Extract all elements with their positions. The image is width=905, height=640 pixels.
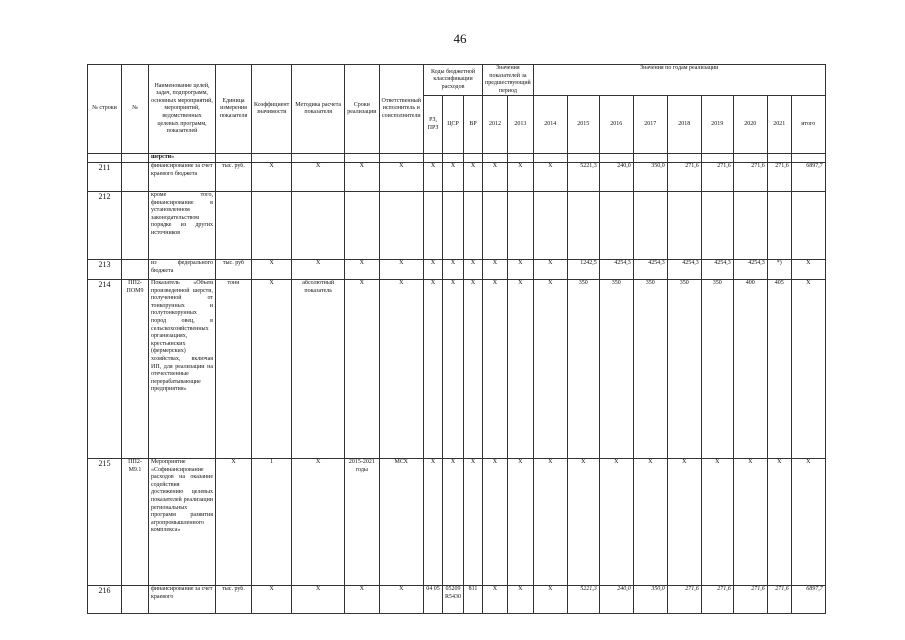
row-value: 1242,5 [567,259,599,279]
row-responsible: X [379,585,424,613]
row-name: финансирование за счет краевого [149,585,216,613]
row-value [599,191,633,259]
row-value [701,191,733,259]
row-value: *) [767,259,791,279]
header-year: 2018 [667,96,701,154]
row-method: X [292,458,345,585]
table-row [88,162,826,191]
row-responsible: X [379,279,424,458]
row-value: X [483,259,508,279]
row-rz: X [424,458,443,585]
row-value: 240,0 [599,162,633,191]
row-value: X [667,458,701,585]
row-number: 216 [88,585,122,613]
row-coef: X [252,259,292,279]
row-method: X [292,162,345,191]
row-value [633,191,667,259]
row-value: 350 [633,279,667,458]
row-value [483,191,508,259]
header-year: 2021 [767,96,791,154]
row-terms: X [345,162,379,191]
row-value: 271,6 [701,585,733,613]
row-name: Показатель «Объем произведенной шерсти, полученной от тонкорунных и полутонкорунных пород овец, в сельскохозяйственных организациях, крестьянских (фермерских) хозяйствах, включая ИП, для реализации на отечественные перерабатывающие предприятия» [149,279,216,458]
program-indicators-table [87,64,826,614]
row-rz: X [424,162,443,191]
row-value [533,191,567,259]
row-vr: X [464,259,483,279]
row-value: 4254,3 [599,259,633,279]
row-csr: X [443,458,464,585]
header-years-title: Значения по годам реализации [533,65,825,96]
row-code [122,162,149,191]
row-value: 350 [667,279,701,458]
row-responsible: X [379,259,424,279]
row-unit: тыс. руб. [216,162,252,191]
row-rz: X [424,279,443,458]
row-value: X [507,259,533,279]
row-value: 405 [767,279,791,458]
row-csr: 05209 R5430 [443,585,464,613]
row-value: 350 [701,279,733,458]
row-name: финансирование за счет краевого бюджета [149,162,216,191]
row-coef: X [252,585,292,613]
page-number: 46 [453,31,467,46]
row-name: Мероприятие «Софинансирование расходов на оказание содействия достижению целевых показателей реализации региональных программ развития агропромышленного комплекса» [149,458,216,585]
row-unit: X [216,458,252,585]
table-row [88,259,826,279]
row-responsible [379,191,424,259]
row-value: 240,0 [599,585,633,613]
row-value: X [567,458,599,585]
header-total: итого [791,96,825,154]
row-coef [252,191,292,259]
row-value: 271,6 [733,162,767,191]
row-value: 350,0 [633,162,667,191]
row-value: X [483,162,508,191]
row-value: 271,6 [767,585,791,613]
header-coefficient: Коэффициент значимости [252,65,292,154]
row-number: 212 [88,191,122,259]
continuation-row [88,154,826,163]
row-value: 350 [599,279,633,458]
row-value: X [507,162,533,191]
row-value: X [533,458,567,585]
row-csr: X [443,162,464,191]
row-value [507,191,533,259]
table-row [88,279,826,458]
row-value: X [533,259,567,279]
row-vr: X [464,458,483,585]
row-value: 5221,3 [567,162,599,191]
row-code [122,259,149,279]
header-method: Методика расчета показателя [292,65,345,154]
header-name: Наименование целей, задач, подпрограмм, основных мероприятий, мероприятий, ведомственных целевых программ, показателей [149,65,216,154]
header-csr: ЦСР [443,96,464,154]
row-rz: X [424,259,443,279]
row-number: 211 [88,162,122,191]
row-value [733,191,767,259]
row-csr: X [443,259,464,279]
row-terms [345,191,379,259]
header-year: 2015 [567,96,599,154]
row-value: 4254,3 [701,259,733,279]
table-row [88,585,826,613]
header-year: 2016 [599,96,633,154]
row-value [667,191,701,259]
row-value: 350,0 [633,585,667,613]
row-coef: X [252,279,292,458]
row-number: 214 [88,279,122,458]
row-value: X [733,458,767,585]
row-method: X [292,259,345,279]
row-terms: X [345,585,379,613]
row-value: X [599,458,633,585]
header-terms: Сроки реализации [345,65,379,154]
header-year: 2014 [533,96,567,154]
row-csr: X [443,279,464,458]
header-responsible: Ответственный исполнитель и соисполнители [379,65,424,154]
row-value [567,191,599,259]
row-method: абсолютный показатель [292,279,345,458]
row-value: 5221,3 [567,585,599,613]
row-terms: 2015-2021 годы [345,458,379,585]
header-year: 2012 [483,96,508,154]
row-responsible: X [379,162,424,191]
header-year: 2017 [633,96,667,154]
row-rz [424,191,443,259]
header-budget-codes: Коды бюджетной классификации расходов [424,65,483,96]
row-value: X [483,458,508,585]
row-value: X [767,458,791,585]
row-rz: 04 05 [424,585,443,613]
row-name: кроме того, финансирование в установленном законодательством порядке из других источников [149,191,216,259]
row-unit: тыс. руб. [216,585,252,613]
header-vr: ВР [464,96,483,154]
row-code: ПП2-М9.1 [122,458,149,585]
row-value: X [507,458,533,585]
row-number: 213 [88,259,122,279]
row-terms: X [345,279,379,458]
row-value: X [507,279,533,458]
row-total: X [791,279,825,458]
row-value: 271,6 [767,162,791,191]
header-year: 2020 [733,96,767,154]
row-code [122,191,149,259]
continuation-text: шерсти» [149,154,216,163]
row-value: 4254,3 [733,259,767,279]
row-name: из федерального бюджета [149,259,216,279]
row-total: 6897,7 [791,585,825,613]
row-value: 271,6 [667,162,701,191]
row-value: X [633,458,667,585]
row-value: X [483,585,508,613]
table-row [88,458,826,585]
row-value: 271,6 [667,585,701,613]
row-vr: 811 [464,585,483,613]
row-code: ПП2-ПОМ9 [122,279,149,458]
header-rz: РЗ, ПРЗ [424,96,443,154]
row-total: X [791,259,825,279]
row-code [122,585,149,613]
row-unit [216,191,252,259]
row-value: 400 [733,279,767,458]
row-number: 215 [88,458,122,585]
row-value: 4254,3 [633,259,667,279]
row-value: 271,6 [701,162,733,191]
row-unit: тонн [216,279,252,458]
row-value: 271,6 [733,585,767,613]
row-value: 350 [567,279,599,458]
row-value: X [533,162,567,191]
row-value: X [533,585,567,613]
header-year: 2019 [701,96,733,154]
row-coef: 1 [252,458,292,585]
row-value: X [533,279,567,458]
row-vr: X [464,162,483,191]
header-number: № [122,65,149,154]
header-row-number: № строки [88,65,122,154]
row-value: X [483,279,508,458]
row-method: X [292,585,345,613]
row-method [292,191,345,259]
header-previous-period: Значения показателей за предшествующий период [483,65,534,96]
row-vr [464,191,483,259]
row-unit: тыс. руб [216,259,252,279]
row-vr: X [464,279,483,458]
row-responsible: МСХ [379,458,424,585]
table-row [88,191,826,259]
row-total: X [791,458,825,585]
row-value: X [701,458,733,585]
row-total [791,191,825,259]
row-value [767,191,791,259]
row-total: 6897,7 [791,162,825,191]
row-coef: X [252,162,292,191]
row-value: X [507,585,533,613]
row-value: 4254,3 [667,259,701,279]
row-csr [443,191,464,259]
header-unit: Единица измерения показателя [216,65,252,154]
row-terms: X [345,259,379,279]
header-year: 2013 [507,96,533,154]
